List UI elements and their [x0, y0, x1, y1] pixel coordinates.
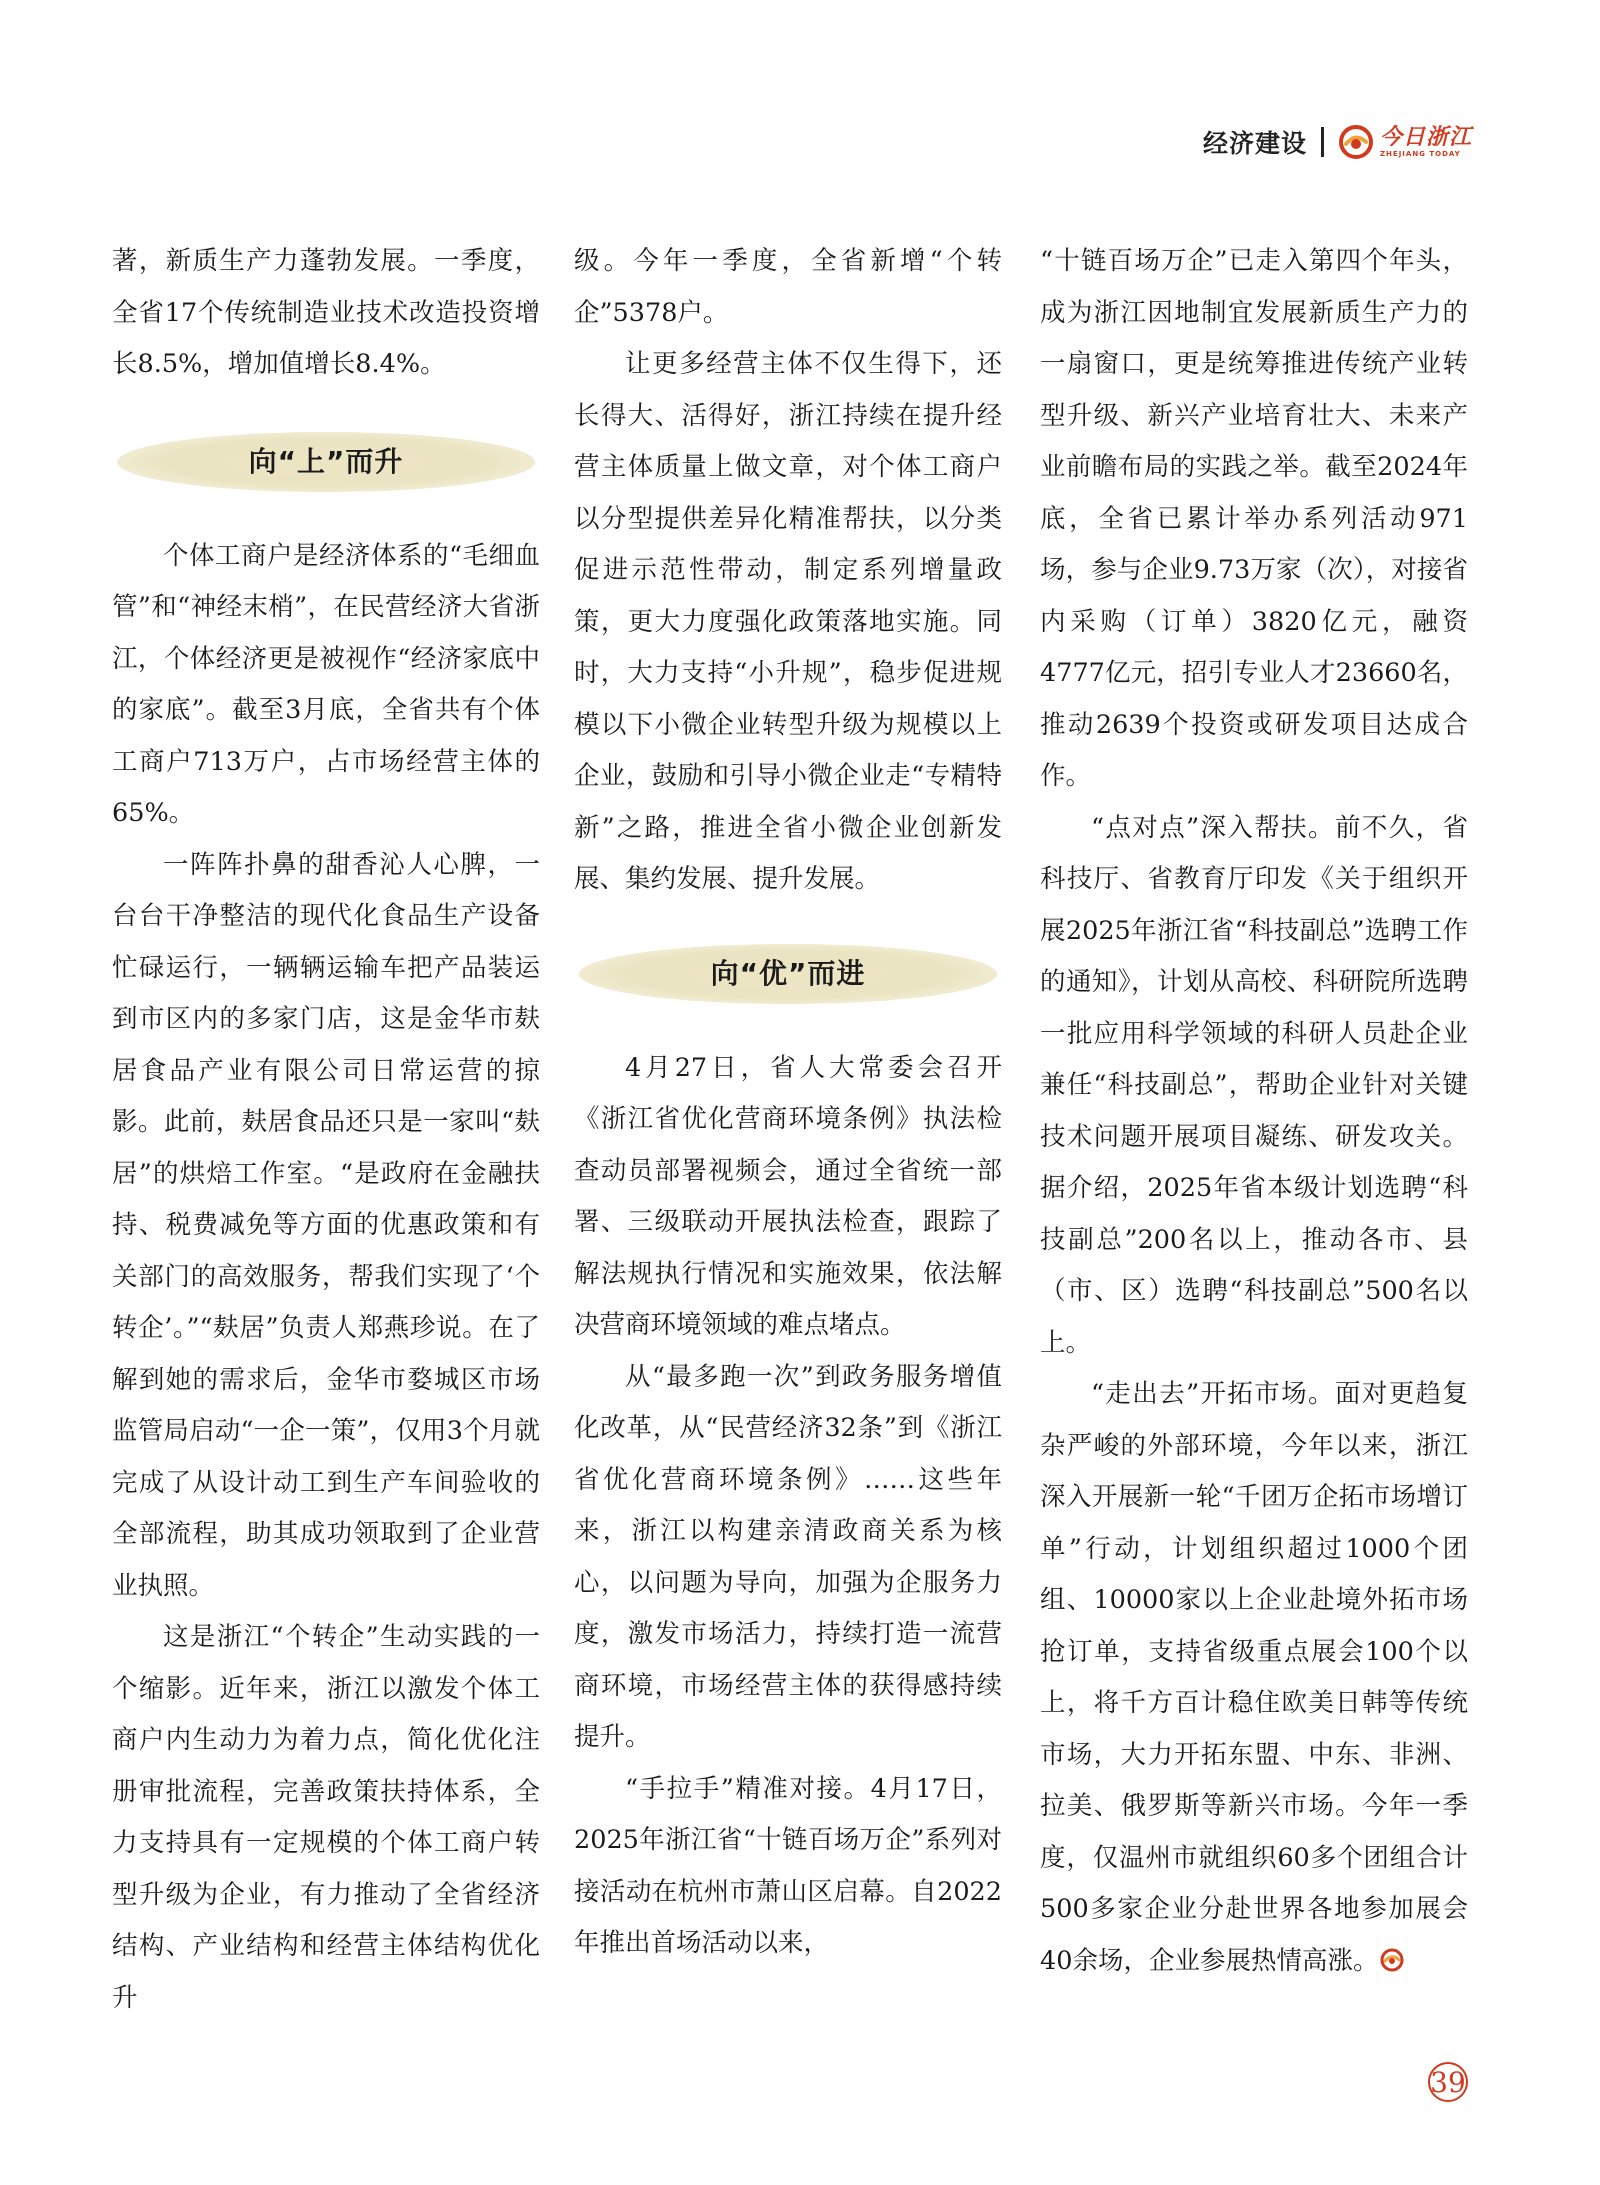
paragraph-last — [1040, 1369, 1468, 1987]
page-number-ring — [1428, 2062, 1468, 2102]
magazine-logo — [1338, 124, 1472, 160]
paragraph: “十链百场万企”已走入第四个年头，成为浙江因地制宜发展新质生产力的一扇窗口，更是统筹推进传统产业转型升级、新兴产业培育壮大、未来产业前瞻布局的实践之举。截至2024年底，全省已累计举办系列活动971场，参与企业9.73万家（次），对接省内采购（订单）3820亿元，融资4777亿元，招引专业人才23660名，推动2639个投资或研发项目达成合作。 — [1040, 246, 1468, 791]
logo-subtitle: ZHEJIANG TODAY — [1379, 150, 1461, 158]
subheading: 向“优”而进 — [579, 944, 997, 1004]
article-end-icon — [1380, 1948, 1404, 1972]
text-column-2 — [574, 236, 1002, 1970]
paragraph: 著，新质生产力蓬勃发展。一季度，全省17个传统制造业技术改造投资增长8.5%，增加值增长8.4%。 — [112, 246, 540, 379]
subheading-banner — [112, 394, 540, 531]
paragraph-text: “走出去”开拓市场。面对更趋复杂严峻的外部环境，今年以来，浙江深入开展新一轮“千团万企拓市场增订单”行动，计划组织超过1000个团组、10000家以上企业赴境外拓市场抢订单，支持省级重点展会100个以上，将千方百计稳住欧美日韩等传统市场，大力开拓东盟、中东、非洲、拉美、俄罗斯等新兴市场。今年一季度，仅温州市就组织60多个团组合计500多家企业分赴世界各地参加展会40余场，企业参展热情高涨。 — [1040, 1379, 1468, 1976]
logo-emblem-icon — [1338, 124, 1374, 160]
paragraph: 个体工商户是经济体系的“毛细血管”和“神经末梢”，在民营经济大省浙江，个体经济更是被视作“经济家底中的家底”。截至3月底，全省共有个体工商户713万户，占市场经营主体的65%。 — [112, 540, 540, 828]
paragraph: 一阵阵扑鼻的甜香沁人心脾，一台台干净整洁的现代化食品生产设备忙碌运行，一辆辆运输车把产品装运到市区内的多家门店，这是金华市麸居食品产业有限公司日常运营的掠影。此前，麸居食品还只是一家叫“麸居”的烘焙工作室。“是政府在金融扶持、税费减免等方面的优惠政策和有关部门的高效服务，帮我们实现了‘个转企’。”“麸居”负责人郑燕珍说。在了解到她的需求后，金华市婺城区市场监管局启动“一企一策”，仅用3个月就完成了从设计动工到生产车间验收的全部流程，助其成功领取到了企业营业执照。 — [112, 849, 540, 1601]
page-number-text: 39 — [1430, 2065, 1466, 2099]
paragraph: “手拉手”精准对接。4月17日，2025年浙江省“十链百场万企”系列对接活动在杭州市萧山区启幕。自2022年推出首场活动以来， — [574, 1773, 1002, 1958]
paragraph: 从“最多跑一次”到政务服务增值化改革，从“民营经济32条”到《浙江省优化营商环境条例》……这些年来，浙江以构建亲清政商关系为核心，以问题为导向，加强为企服务力度，激发市场活力，持续打造一流营商环境，市场经营主体的获得感持续提升。 — [574, 1361, 1002, 1752]
paragraph: 4月27日，省人大常委会召开《浙江省优化营商环境条例》执法检查动员部署视频会，通过全省统一部署、三级联动开展执法检查，跟踪了解法规执行情况和实施效果，依法解决营商环境领域的难点堵点。 — [574, 1052, 1002, 1340]
paragraph: 让更多经营主体不仅生得下，还长得大、活得好，浙江持续在提升经营主体质量上做文章，对个体工商户以分型提供差异化精准帮扶，以分类促进示范性带动，制定系列增量政策，更大力度强化政策落地实施。同时，大力支持“小升规”，稳步促进规模以下小微企业转型升级为规模以上企业，鼓励和引导小微企业走“专精特新”之路，推进全省小微企业创新发展、集约发展、提升发展。 — [574, 349, 1002, 894]
page-number — [1428, 2062, 1468, 2102]
section-name: 经济建设 — [1202, 129, 1307, 158]
paragraph: “点对点”深入帮扶。前不久，省科技厅、省教育厅印发《关于组织开展2025年浙江省“科技副总”选聘工作的通知》，计划从高校、科研院所选聘一批应用科学领域的科研人员赴企业兼任“科技副总”，帮助企业针对关键技术问题开展项目凝练、研发攻关。据介绍，2025年省本级计划选聘“科技副总”200名以上，推动各市、县（市、区）选聘“科技副总”500名以上。 — [1040, 812, 1468, 1358]
paragraph: 这是浙江“个转企”生动实践的一个缩影。近年来，浙江以激发个体工商户内生动力为着力点，简化优化注册审批流程，完善政策扶持体系，全力支持具有一定规模的个体工商户转型升级为企业，有力推动了全省经济结构、产业结构和经营主体结构优化升 — [112, 1622, 540, 2013]
subheading: 向“上”而升 — [117, 432, 535, 492]
subheading-banner — [574, 906, 1002, 1043]
page-header — [1203, 118, 1472, 166]
text-column-1 — [112, 236, 540, 2024]
text-column-3 — [1040, 236, 1468, 1987]
header-divider — [1321, 127, 1324, 157]
paragraph: 级。今年一季度，全省新增“个转企”5378户。 — [574, 246, 1002, 328]
logo-title: 今日浙江 — [1379, 124, 1472, 150]
